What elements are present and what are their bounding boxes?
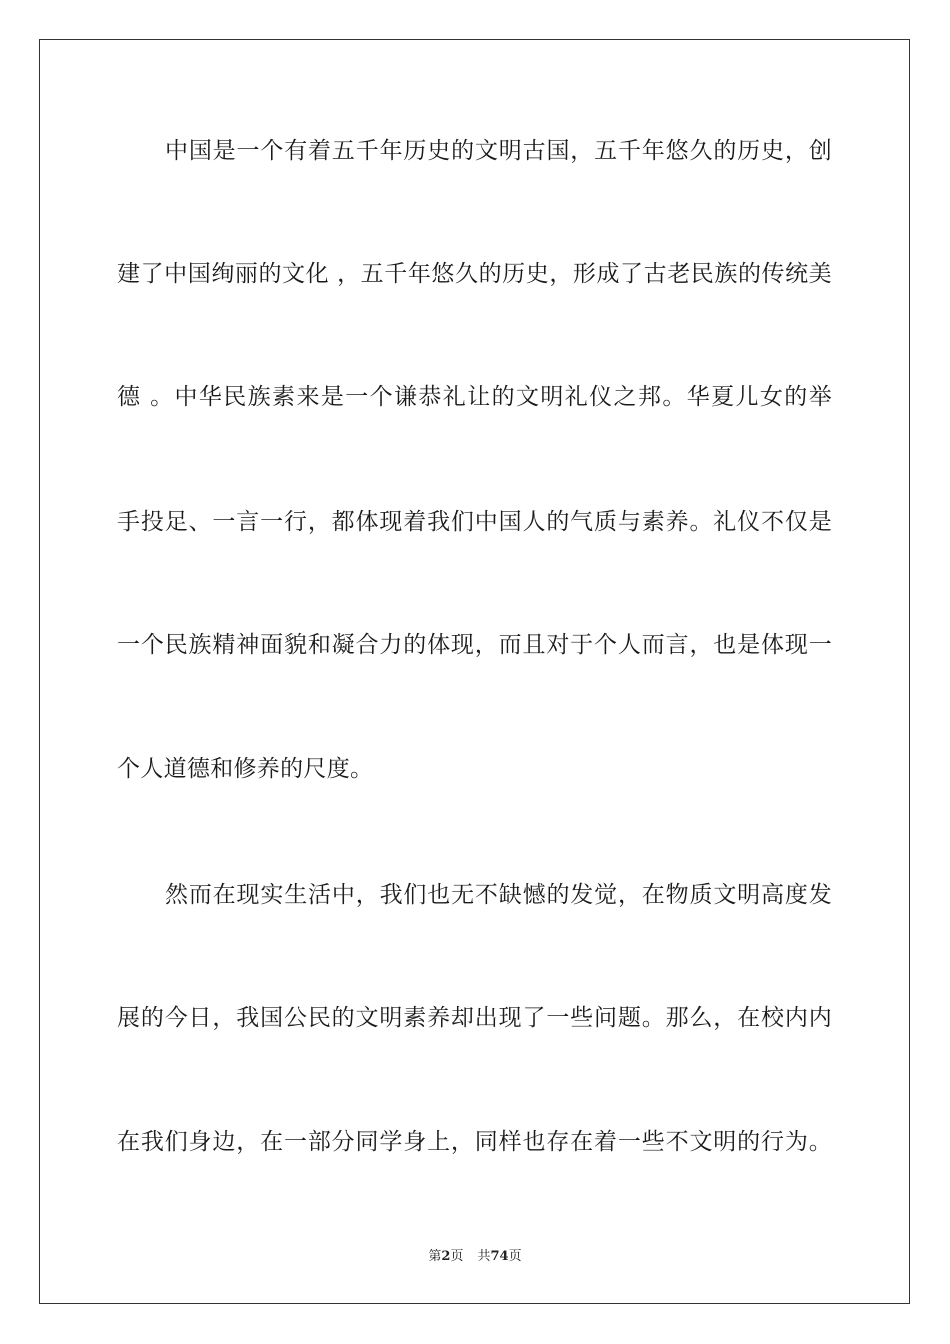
text-line: 在我们身边，在一部分同学身上，同样也存在着一些不文明的行为。 [117,1129,832,1155]
page-footer [0,1248,950,1266]
text-line: 然而在现实生活中，我们也无不缺憾的发觉，在物质文明高度发 [165,882,832,908]
total-pages: 74 [490,1249,509,1264]
text-line: 一个民族精神面貌和凝合力的体现，而且对于个人而言，也是体现一 [117,632,832,658]
text-line: 展的今日，我国公民的文明素养却出现了一些问题。那么，在校内内 [117,1005,832,1031]
text-line: 个人道德和修养的尺度。 [117,756,374,782]
text-line: 建了中国绚丽的文化 ，五千年悠久的历史，形成了古老民族的传统美 [117,261,832,287]
total-suffix: 页 [508,1249,522,1264]
text-line: 德 。中华民族素来是一个谦恭礼让的文明礼仪之邦。华夏儿女的举 [117,384,832,410]
text-line: 手投足、一言一行，都体现着我们中国人的气质与素养。礼仪不仅是 [117,509,832,535]
page-suffix: 页 [450,1249,464,1264]
page-border [39,39,910,1304]
total-prefix: 共 [477,1249,491,1264]
text-line: 中国是一个有着五千年历史的文明古国，五千年悠久的历史，创 [165,138,832,164]
page-number: 2 [441,1249,451,1264]
page-prefix: 第 [428,1249,442,1264]
